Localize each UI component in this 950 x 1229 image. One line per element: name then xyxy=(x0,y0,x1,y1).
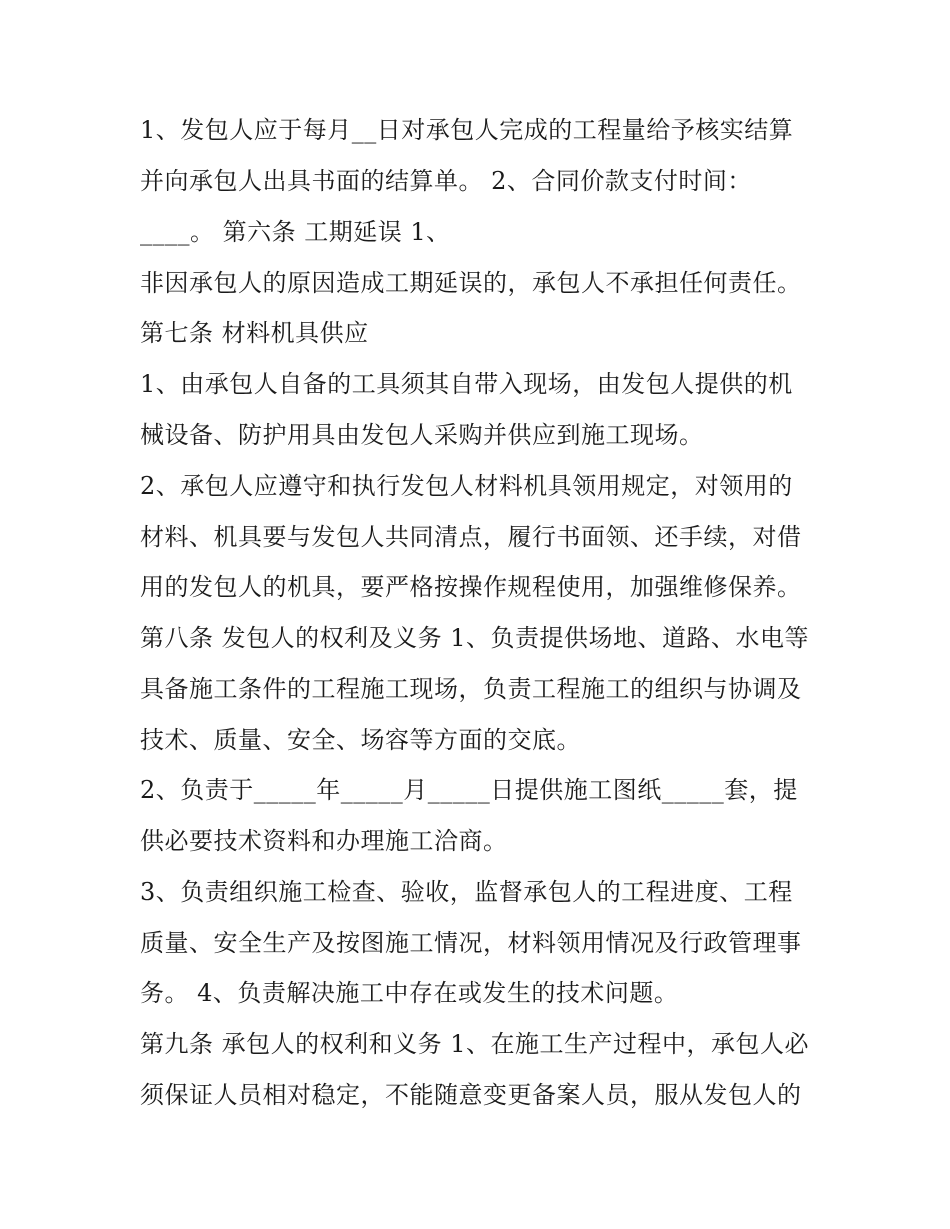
text-line: 第九条 承包人的权利和义务 1、在施工生产过程中，承包人必 xyxy=(140,1030,810,1058)
text-line: 1、由承包人自备的工具须其自带入现场，由发包人提供的机 xyxy=(140,370,793,398)
text-line: 务。 4、负责解决施工中存在或发生的技术问题。 xyxy=(140,979,679,1007)
text-line: 须保证人员相对稳定，不能随意变更备案人员，服从发包人的 xyxy=(140,1081,802,1109)
text-line: 1、发包人应于每月__日对承包人完成的工程量给予核实结算 xyxy=(140,116,794,144)
text-line: 用的发包人的机具，要严格按操作规程使用，加强维修保养。 xyxy=(140,573,802,601)
text-line: 质量、安全生产及按图施工情况，材料领用情况及行政管理事 xyxy=(140,929,802,957)
text-line: 材料、机具要与发包人共同清点，履行书面领、还手续，对借 xyxy=(140,523,802,551)
section-heading: 第七条 材料机具供应 xyxy=(140,319,369,347)
text-line: 第八条 发包人的权利及义务 1、负责提供场地、道路、水电等 xyxy=(140,624,810,652)
text-line: 2、负责于_____年_____月_____日提供施工图纸_____套，提 xyxy=(140,776,798,804)
text-line: 非因承包人的原因造成工期延误的，承包人不承担任何责任。 xyxy=(140,269,802,297)
text-line: ____。 第六条 工期延误 1、 xyxy=(140,218,451,246)
text-line: 技术、质量、安全、场容等方面的交底。 xyxy=(140,726,581,754)
text-line: 供必要技术资料和办理施工洽商。 xyxy=(140,827,508,855)
text-line: 并向承包人出具书面的结算单。 2、合同价款支付时间： xyxy=(140,167,752,195)
text-line: 械设备、防护用具由发包人采购并供应到施工现场。 xyxy=(140,421,704,449)
text-line: 3、负责组织施工检查、验收，监督承包人的工程进度、工程 xyxy=(140,878,793,906)
text-line: 2、承包人应遵守和执行发包人材料机具领用规定，对领用的 xyxy=(140,472,793,500)
text-line: 具备施工条件的工程施工现场，负责工程施工的组织与协调及 xyxy=(140,675,802,703)
